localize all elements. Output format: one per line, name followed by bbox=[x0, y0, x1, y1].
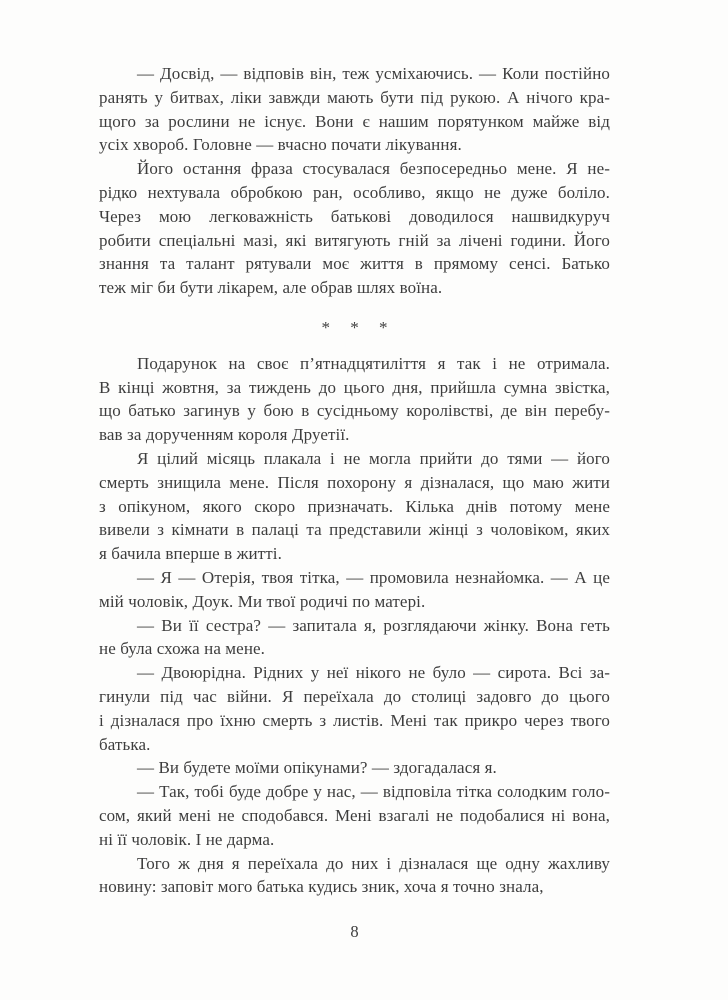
text-line: що батько загинув у бою в сусідньому королівстві, де він перебу- bbox=[99, 401, 610, 421]
paragraph bbox=[99, 780, 610, 851]
paragraph bbox=[99, 852, 610, 900]
text-line: ранять у битвах, ліки завжди мають бути під рукою. А нічого кра- bbox=[99, 87, 610, 107]
text-line: теж міг би бути лікарем, але обрав шлях воїна. bbox=[99, 278, 443, 298]
text-line: Я цілий місяць плакала і не могла прийти до тями — його bbox=[137, 448, 610, 468]
paragraph bbox=[99, 352, 610, 447]
page-number: 8 bbox=[350, 922, 359, 941]
text-line: і дізналася про їхню смерть з листів. Мені так прикро через твого bbox=[99, 710, 610, 730]
paragraph bbox=[99, 661, 610, 756]
text-line: Того ж дня я переїхала до них і дізналася ще одну жахливу bbox=[137, 853, 610, 873]
text-line: — Ви її сестра? — запитала я, розглядаючи жінку. Вона геть bbox=[137, 615, 610, 635]
text-line: — Ви будете моїми опікунами? — здогадалася я. bbox=[137, 758, 497, 778]
text-line: батька. bbox=[99, 734, 151, 754]
paragraph bbox=[99, 157, 610, 300]
text-line: з опікуном, якого скоро призначать. Кілька днів потому мене bbox=[99, 496, 610, 516]
text-line: щого за рослини не існує. Вони є нашим порятунком майже від bbox=[99, 111, 610, 131]
paragraph bbox=[99, 566, 610, 614]
section-separator: * * * bbox=[321, 317, 388, 337]
text-line: я бачила вперше в житті. bbox=[99, 544, 282, 564]
text-line: В кінці жовтня, за тиждень до цього дня, прийшла сумна звістка, bbox=[99, 377, 610, 397]
text-line: ні її чоловік. І не дарма. bbox=[99, 829, 275, 849]
text-line: Подарунок на своє п’ятнадцятиліття я так і не отримала. bbox=[137, 353, 610, 373]
text-line: — Досвід, — відповів він, теж усміхаючись. — Коли постійно bbox=[137, 64, 610, 83]
text-line: — Двоюрідна. Рідних у неї нікого не було — сирота. Всі за- bbox=[137, 663, 610, 683]
text-line: новину: заповіт мого батька кудись зник, хоча я точно знала, bbox=[99, 877, 544, 897]
text-line: знання та талант рятували моє життя в прямому сенсі. Батько bbox=[99, 254, 610, 274]
paragraph bbox=[99, 447, 610, 566]
text-line: сом, який мені не сподобався. Мені взагалі не подобалися ні вона, bbox=[99, 805, 610, 825]
text-line: усіх хвороб. Головне — вчасно почати лікування. bbox=[99, 135, 462, 155]
text-line: — Я — Отерія, твоя тітка, — промовила незнайомка. — А це bbox=[137, 567, 610, 587]
text-line: вав за дорученням короля Друетії. bbox=[99, 425, 350, 445]
text-line: смерть знищила мене. Після похорону я дізналася, що маю жити bbox=[99, 472, 610, 492]
text-line: Через мою легковажність батькові доводилося нашвидкуруч bbox=[99, 206, 610, 226]
text-line: мій чоловік, Доук. Ми твої родичі по матері. bbox=[99, 591, 426, 611]
text-line: гинули під час війни. Я переїхала до столиці задовго до цього bbox=[99, 686, 610, 706]
text-line: робити спеціальні мазі, які витягують гній за лічені години. Його bbox=[99, 230, 610, 250]
text-line: вивели з кімнати в палаці та представили жінці з чоловіком, яких bbox=[99, 520, 610, 540]
paragraph bbox=[99, 62, 610, 157]
paragraph bbox=[99, 756, 610, 780]
text-line: рідко нехтувала обробкою ран, особливо, якщо не дуже боліло. bbox=[99, 182, 610, 202]
text-line: не була схожа на мене. bbox=[99, 639, 266, 659]
paragraph bbox=[99, 614, 610, 662]
text-line: — Так, тобі буде добре у нас, — відповіла тітка солодким голо- bbox=[137, 782, 610, 802]
text-line: Його остання фраза стосувалася безпосередньо мене. Я не- bbox=[137, 159, 610, 179]
page-text-block bbox=[99, 62, 610, 899]
